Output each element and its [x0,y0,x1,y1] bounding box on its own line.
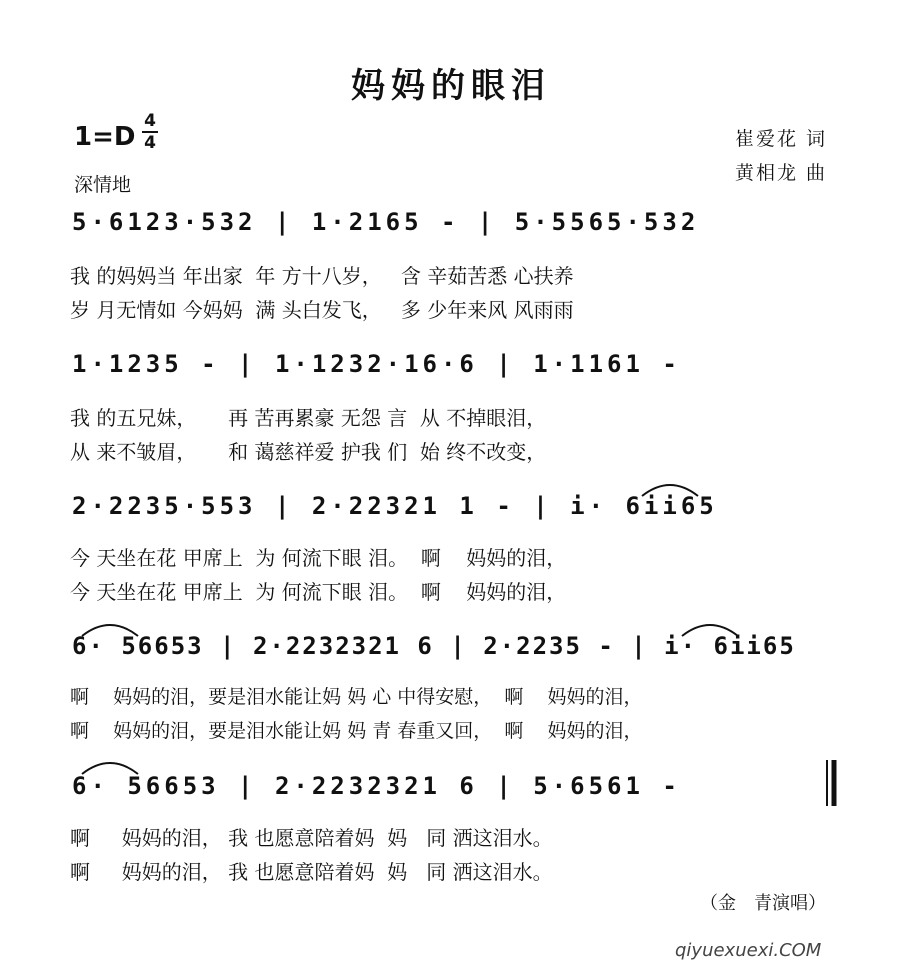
lyric-verse-1: 啊 妈妈的泪，要是泪水能让妈 妈 心 中得安慰， 啊 妈妈的泪， [70,686,643,708]
notation-line: 6· 56653 | 2·2232321 6 | 2·2235 - | i· 6ii65 [72,632,796,660]
lyricist-credit: 崔爱花 词 [735,128,828,150]
lyric-verse-2: 今 天坐在花 甲席上 为 何流下眼 泪。 啊 妈妈的泪， [70,580,567,604]
slur-mark [80,756,140,776]
music-system-2 [70,350,840,510]
time-sig-top: 4 [144,111,156,131]
time-sig-bottom: 4 [144,133,156,153]
lyric-verse-1: 啊 妈妈的泪， 我 也愿意陪着妈 妈 同 洒这泪水。 [70,826,553,850]
music-system-1 [70,208,840,368]
notation-line: 2·2235·553 | 2·22321 1 - | i· 6ii65 [72,492,718,520]
notation-line: 5·6123·532 | 1·2165 - | 5·5565·532 [72,208,700,236]
tempo-mark: 深情地 [74,174,132,196]
song-title: 妈妈的眼泪 [351,66,551,106]
lyric-verse-2: 从 来不皱眉， 和 蔼慈祥爱 护我 们 始 终不改变， [70,440,547,464]
composer-credit: 黄相龙 曲 [735,162,828,184]
music-system-4 [70,632,840,792]
lyric-verse-2: 岁 月无情如 今妈妈 满 头白发飞， 多 少年来风 风雨雨 [70,298,574,322]
lyric-verse-1: 今 天坐在花 甲席上 为 何流下眼 泪。 啊 妈妈的泪， [70,546,567,570]
key-signature: 1=D [74,122,136,152]
notation-line: 6· 56653 | 2·2232321 6 | 5·6561 - [72,772,681,800]
lyric-verse-2: 啊 妈妈的泪，要是泪水能让妈 妈 青 春重又回， 啊 妈妈的泪， [70,720,643,742]
notation-line: 1·1235 - | 1·1232·16·6 | 1·1161 - [72,350,681,378]
slur-mark [80,618,140,638]
slur-mark [640,478,700,498]
watermark: qiyuexuexi.COM [675,940,822,961]
singer-credit: （金 青演唱） [700,893,826,914]
lyric-verse-1: 我 的五兄妹， 再 苦再累豪 无怨 言 从 不掉眼泪， [70,406,547,430]
lyric-verse-2: 啊 妈妈的泪， 我 也愿意陪着妈 妈 同 洒这泪水。 [70,860,553,884]
slur-mark [680,618,740,638]
final-barline [825,760,837,810]
lyric-verse-1: 我 的妈妈当 年出家 年 方十八岁， 含 辛茹苦悉 心扶养 [70,264,574,288]
time-signature [142,112,158,152]
